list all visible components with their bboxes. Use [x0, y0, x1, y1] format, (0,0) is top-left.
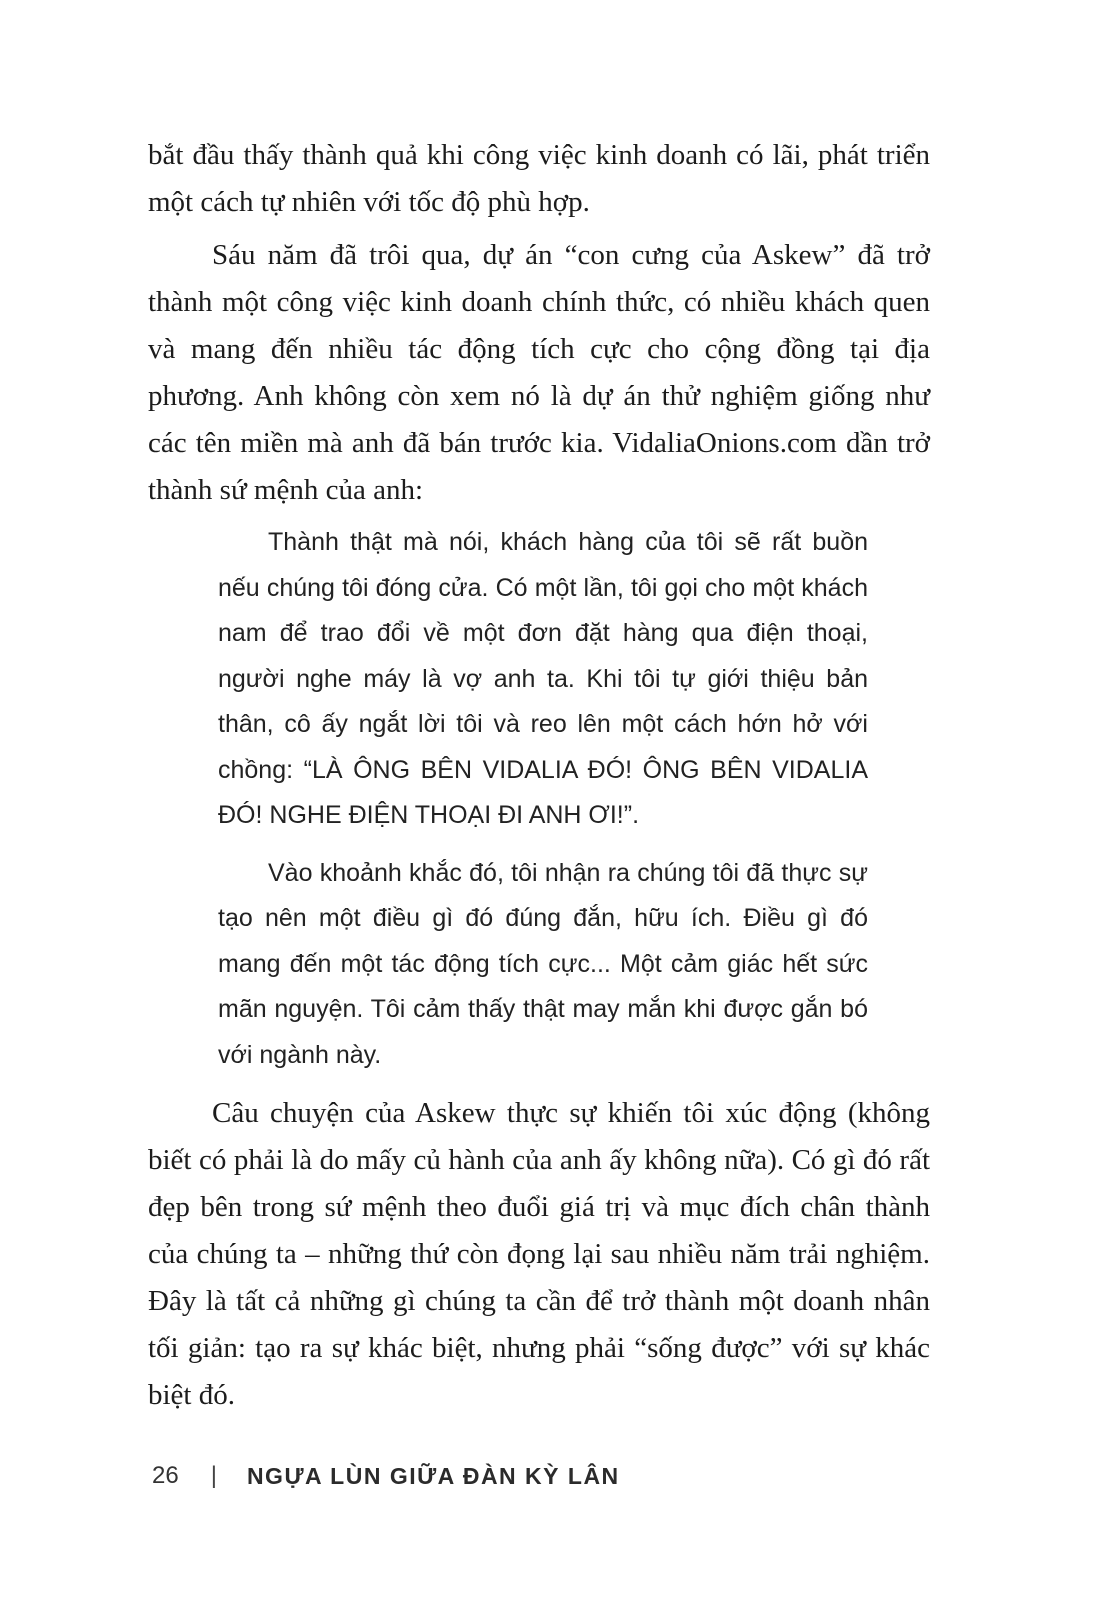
footer-separator: | — [210, 1462, 217, 1489]
page-number: 26 — [152, 1462, 179, 1489]
book-title: NGỰA LÙN GIỮA ĐÀN KỲ LÂN — [246, 1462, 620, 1489]
page-content — [148, 132, 930, 1425]
body-paragraph: bắt đầu thấy thành quả khi công việc kinh doanh có lãi, phát triển một cách tự nhiên với tốc độ phù hợp. — [148, 139, 930, 218]
quote-paragraph: Thành thật mà nói, khách hàng của tôi sẽ rất buồn nếu chúng tôi đóng cửa. Có một lần, tôi gọi cho một khách nam để trao đổi về một đơn đặt hàng qua điện thoại, người nghe máy là vợ anh ta. Khi tôi tự giới thiệu bản thân, cô ấy ngắt lời tôi và reo lên một cách hớn hở với chồng: “LÀ ÔNG BÊN VIDALIA ĐÓ! ÔNG BÊN VIDALIA ĐÓ! NGHE ĐIỆN THOẠI ĐI ANH ƠI!”. — [218, 528, 868, 829]
quote-paragraph: Vào khoảnh khắc đó, tôi nhận ra chúng tôi đã thực sự tạo nên một điều gì đó đúng đắn, hữu ích. Điều gì đó mang đến một tác động tích cực... Một cảm giác hết sức mãn nguyện. Tôi cảm thấy thật may mắn khi được gắn bó với ngành này. — [218, 858, 868, 1069]
page-footer — [152, 1462, 620, 1490]
body-paragraph: Sáu năm đã trôi qua, dự án “con cưng của Askew” đã trở thành một công việc kinh doanh chính thức, có nhiều khách quen và mang đến nhiều tác động tích cực cho cộng đồng tại địa phương. Anh không còn xem nó là dự án thử nghiệm giống như các tên miền mà anh đã bán trước kia. VidaliaOnions.com dần trở thành sứ mệnh của anh: — [148, 239, 930, 506]
body-paragraph: Câu chuyện của Askew thực sự khiến tôi xúc động (không biết có phải là do mấy củ hành của anh ấy không nữa). Có gì đó rất đẹp bên trong sứ mệnh theo đuổi giá trị và mục đích chân thành của chúng ta – những thứ còn đọng lại sau nhiều năm trải nghiệm. Đây là tất cả những gì chúng ta cần để trở thành một doanh nhân tối giản: tạo ra sự khác biệt, nhưng phải “sống được” với sự khác biệt đó. — [148, 1097, 930, 1411]
